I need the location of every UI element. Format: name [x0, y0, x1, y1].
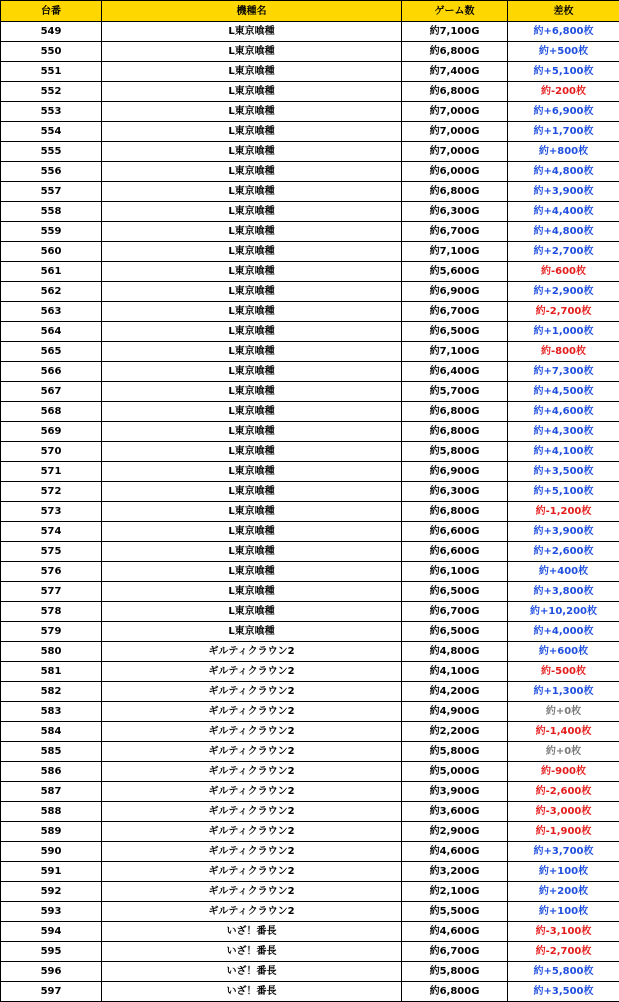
table-row: [1, 342, 619, 362]
header-model-name: 機種名: [102, 1, 402, 22]
model-name-cell: L東京喰種: [102, 322, 402, 342]
coin-difference-cell: 約-1,900枚: [508, 822, 619, 842]
table-row: [1, 222, 619, 242]
table-row: [1, 662, 619, 682]
coin-difference-cell: 約+4,800枚: [508, 162, 619, 182]
game-count-cell: 約6,900G: [402, 462, 508, 482]
coin-difference-cell: 約-1,200枚: [508, 502, 619, 522]
game-count-cell: 約6,500G: [402, 622, 508, 642]
game-count-cell: 約6,800G: [402, 422, 508, 442]
machine-number-cell: 570: [1, 442, 102, 462]
coin-difference-cell: 約+3,900枚: [508, 182, 619, 202]
coin-difference-cell: 約+3,700枚: [508, 842, 619, 862]
game-count-cell: 約6,900G: [402, 282, 508, 302]
game-count-cell: 約6,800G: [402, 42, 508, 62]
table-row: [1, 22, 619, 42]
table-row: [1, 622, 619, 642]
table-row: [1, 522, 619, 542]
machine-number-cell: 573: [1, 502, 102, 522]
game-count-cell: 約6,800G: [402, 182, 508, 202]
game-count-cell: 約7,100G: [402, 22, 508, 42]
machine-number-cell: 549: [1, 22, 102, 42]
table-row: [1, 702, 619, 722]
table-row: [1, 262, 619, 282]
table-row: [1, 442, 619, 462]
game-count-cell: 約2,900G: [402, 822, 508, 842]
table-row: [1, 182, 619, 202]
model-name-cell: いざ！番長: [102, 942, 402, 962]
model-name-cell: L東京喰種: [102, 622, 402, 642]
game-count-cell: 約5,000G: [402, 762, 508, 782]
model-name-cell: L東京喰種: [102, 482, 402, 502]
table-row: [1, 682, 619, 702]
table-row: [1, 982, 619, 1002]
machine-number-cell: 583: [1, 702, 102, 722]
model-name-cell: L東京喰種: [102, 42, 402, 62]
machine-number-cell: 560: [1, 242, 102, 262]
machine-number-cell: 563: [1, 302, 102, 322]
machine-number-cell: 585: [1, 742, 102, 762]
header-coin-difference: 差枚: [508, 1, 619, 22]
table-row: [1, 422, 619, 442]
table-row: [1, 302, 619, 322]
game-count-cell: 約2,200G: [402, 722, 508, 742]
table-row: [1, 922, 619, 942]
table-row: [1, 62, 619, 82]
model-name-cell: ギルティクラウン2: [102, 722, 402, 742]
model-name-cell: いざ！番長: [102, 962, 402, 982]
table-row: [1, 242, 619, 262]
model-name-cell: L東京喰種: [102, 162, 402, 182]
coin-difference-cell: 約+3,800枚: [508, 582, 619, 602]
model-name-cell: L東京喰種: [102, 22, 402, 42]
table-row: [1, 362, 619, 382]
coin-difference-cell: 約+3,900枚: [508, 522, 619, 542]
machine-number-cell: 557: [1, 182, 102, 202]
machine-number-cell: 568: [1, 402, 102, 422]
model-name-cell: ギルティクラウン2: [102, 842, 402, 862]
machine-number-cell: 559: [1, 222, 102, 242]
coin-difference-cell: 約+5,800枚: [508, 962, 619, 982]
machine-number-cell: 578: [1, 602, 102, 622]
model-name-cell: L東京喰種: [102, 222, 402, 242]
model-name-cell: L東京喰種: [102, 462, 402, 482]
coin-difference-cell: 約+4,300枚: [508, 422, 619, 442]
machine-number-cell: 579: [1, 622, 102, 642]
machine-number-cell: 584: [1, 722, 102, 742]
model-name-cell: いざ！番長: [102, 922, 402, 942]
machine-number-cell: 551: [1, 62, 102, 82]
coin-difference-cell: 約+1,300枚: [508, 682, 619, 702]
table-row: [1, 282, 619, 302]
table-row: [1, 162, 619, 182]
machine-number-cell: 554: [1, 122, 102, 142]
model-name-cell: L東京喰種: [102, 102, 402, 122]
model-name-cell: L東京喰種: [102, 182, 402, 202]
game-count-cell: 約3,900G: [402, 782, 508, 802]
machine-number-cell: 590: [1, 842, 102, 862]
machine-number-cell: 564: [1, 322, 102, 342]
model-name-cell: ギルティクラウン2: [102, 782, 402, 802]
machine-number-cell: 597: [1, 982, 102, 1002]
table-row: [1, 602, 619, 622]
model-name-cell: ギルティクラウン2: [102, 702, 402, 722]
game-count-cell: 約4,900G: [402, 702, 508, 722]
coin-difference-cell: 約-500枚: [508, 662, 619, 682]
model-name-cell: ギルティクラウン2: [102, 682, 402, 702]
coin-difference-cell: 約+6,900枚: [508, 102, 619, 122]
model-name-cell: いざ！番長: [102, 982, 402, 1002]
model-name-cell: L東京喰種: [102, 302, 402, 322]
game-count-cell: 約4,600G: [402, 922, 508, 942]
game-count-cell: 約6,700G: [402, 222, 508, 242]
game-count-cell: 約6,800G: [402, 502, 508, 522]
table-body: [1, 22, 619, 1002]
game-count-cell: 約6,500G: [402, 582, 508, 602]
game-count-cell: 約5,600G: [402, 262, 508, 282]
header-row: [1, 1, 619, 22]
game-count-cell: 約6,300G: [402, 202, 508, 222]
coin-difference-cell: 約+4,100枚: [508, 442, 619, 462]
table-row: [1, 542, 619, 562]
table-row: [1, 202, 619, 222]
coin-difference-cell: 約+400枚: [508, 562, 619, 582]
game-count-cell: 約6,000G: [402, 162, 508, 182]
coin-difference-cell: 約-200枚: [508, 82, 619, 102]
table-row: [1, 562, 619, 582]
machine-number-cell: 588: [1, 802, 102, 822]
game-count-cell: 約6,300G: [402, 482, 508, 502]
coin-difference-cell: 約+7,300枚: [508, 362, 619, 382]
machine-number-cell: 561: [1, 262, 102, 282]
table-row: [1, 82, 619, 102]
machine-number-cell: 592: [1, 882, 102, 902]
table-row: [1, 382, 619, 402]
model-name-cell: ギルティクラウン2: [102, 642, 402, 662]
machine-number-cell: 550: [1, 42, 102, 62]
machine-number-cell: 591: [1, 862, 102, 882]
game-count-cell: 約3,200G: [402, 862, 508, 882]
coin-difference-cell: 約+6,800枚: [508, 22, 619, 42]
game-count-cell: 約6,100G: [402, 562, 508, 582]
coin-difference-cell: 約+4,000枚: [508, 622, 619, 642]
table-row: [1, 882, 619, 902]
coin-difference-cell: 約-2,700枚: [508, 302, 619, 322]
coin-difference-cell: 約+2,900枚: [508, 282, 619, 302]
coin-difference-cell: 約+100枚: [508, 862, 619, 882]
model-name-cell: ギルティクラウン2: [102, 862, 402, 882]
coin-difference-cell: 約-1,400枚: [508, 722, 619, 742]
coin-difference-cell: 約-2,600枚: [508, 782, 619, 802]
game-count-cell: 約4,100G: [402, 662, 508, 682]
coin-difference-cell: 約+200枚: [508, 882, 619, 902]
game-count-cell: 約6,800G: [402, 402, 508, 422]
machine-number-cell: 575: [1, 542, 102, 562]
table-row: [1, 862, 619, 882]
model-name-cell: L東京喰種: [102, 242, 402, 262]
coin-difference-cell: 約+10,200枚: [508, 602, 619, 622]
table-row: [1, 762, 619, 782]
coin-difference-cell: 約+3,500枚: [508, 462, 619, 482]
machine-number-cell: 562: [1, 282, 102, 302]
game-count-cell: 約6,700G: [402, 602, 508, 622]
machine-number-cell: 580: [1, 642, 102, 662]
model-name-cell: ギルティクラウン2: [102, 822, 402, 842]
coin-difference-cell: 約+2,600枚: [508, 542, 619, 562]
table-row: [1, 942, 619, 962]
game-count-cell: 約5,700G: [402, 382, 508, 402]
coin-difference-cell: 約+100枚: [508, 902, 619, 922]
table-row: [1, 322, 619, 342]
model-name-cell: L東京喰種: [102, 62, 402, 82]
table-row: [1, 822, 619, 842]
model-name-cell: L東京喰種: [102, 502, 402, 522]
model-name-cell: ギルティクラウン2: [102, 902, 402, 922]
machine-number-cell: 553: [1, 102, 102, 122]
model-name-cell: L東京喰種: [102, 262, 402, 282]
machine-number-cell: 577: [1, 582, 102, 602]
coin-difference-cell: 約+5,100枚: [508, 482, 619, 502]
machine-number-cell: 581: [1, 662, 102, 682]
model-name-cell: L東京喰種: [102, 382, 402, 402]
machine-number-cell: 582: [1, 682, 102, 702]
game-count-cell: 約5,800G: [402, 962, 508, 982]
model-name-cell: L東京喰種: [102, 122, 402, 142]
game-count-cell: 約7,000G: [402, 142, 508, 162]
table-row: [1, 482, 619, 502]
table-row: [1, 462, 619, 482]
machine-number-cell: 556: [1, 162, 102, 182]
model-name-cell: ギルティクラウン2: [102, 762, 402, 782]
game-count-cell: 約2,100G: [402, 882, 508, 902]
table-row: [1, 962, 619, 982]
model-name-cell: ギルティクラウン2: [102, 662, 402, 682]
model-name-cell: L東京喰種: [102, 142, 402, 162]
game-count-cell: 約6,600G: [402, 542, 508, 562]
coin-difference-cell: 約-3,000枚: [508, 802, 619, 822]
game-count-cell: 約7,000G: [402, 122, 508, 142]
model-name-cell: L東京喰種: [102, 542, 402, 562]
table-row: [1, 582, 619, 602]
game-count-cell: 約5,500G: [402, 902, 508, 922]
model-name-cell: L東京喰種: [102, 562, 402, 582]
coin-difference-cell: 約+4,800枚: [508, 222, 619, 242]
machine-number-cell: 576: [1, 562, 102, 582]
machine-number-cell: 574: [1, 522, 102, 542]
table-row: [1, 642, 619, 662]
coin-difference-cell: 約+3,500枚: [508, 982, 619, 1002]
table-row: [1, 142, 619, 162]
machine-number-cell: 596: [1, 962, 102, 982]
model-name-cell: L東京喰種: [102, 522, 402, 542]
model-name-cell: L東京喰種: [102, 282, 402, 302]
machine-number-cell: 558: [1, 202, 102, 222]
table-row: [1, 122, 619, 142]
coin-difference-cell: 約-600枚: [508, 262, 619, 282]
machine-number-cell: 565: [1, 342, 102, 362]
coin-difference-cell: 約+4,500枚: [508, 382, 619, 402]
table-row: [1, 402, 619, 422]
table-row: [1, 842, 619, 862]
model-name-cell: L東京喰種: [102, 82, 402, 102]
game-count-cell: 約3,600G: [402, 802, 508, 822]
coin-difference-cell: 約+4,400枚: [508, 202, 619, 222]
game-count-cell: 約6,600G: [402, 522, 508, 542]
model-name-cell: ギルティクラウン2: [102, 882, 402, 902]
model-name-cell: L東京喰種: [102, 422, 402, 442]
model-name-cell: ギルティクラウン2: [102, 802, 402, 822]
table-row: [1, 722, 619, 742]
table-row: [1, 102, 619, 122]
coin-difference-cell: 約+1,700枚: [508, 122, 619, 142]
model-name-cell: ギルティクラウン2: [102, 742, 402, 762]
machine-number-cell: 555: [1, 142, 102, 162]
machine-number-cell: 566: [1, 362, 102, 382]
game-count-cell: 約4,200G: [402, 682, 508, 702]
machine-number-cell: 567: [1, 382, 102, 402]
game-count-cell: 約6,800G: [402, 82, 508, 102]
header-machine-number: 台番: [1, 1, 102, 22]
game-count-cell: 約5,800G: [402, 442, 508, 462]
machine-number-cell: 593: [1, 902, 102, 922]
machine-number-cell: 587: [1, 782, 102, 802]
game-count-cell: 約4,800G: [402, 642, 508, 662]
game-count-cell: 約6,700G: [402, 302, 508, 322]
model-name-cell: L東京喰種: [102, 442, 402, 462]
coin-difference-cell: 約-900枚: [508, 762, 619, 782]
coin-difference-cell: 約+1,000枚: [508, 322, 619, 342]
table-row: [1, 902, 619, 922]
coin-difference-cell: 約+2,700枚: [508, 242, 619, 262]
coin-difference-cell: 約+0枚: [508, 702, 619, 722]
coin-difference-cell: 約+500枚: [508, 42, 619, 62]
model-name-cell: L東京喰種: [102, 342, 402, 362]
coin-difference-cell: 約+800枚: [508, 142, 619, 162]
game-count-cell: 約4,600G: [402, 842, 508, 862]
game-count-cell: 約7,000G: [402, 102, 508, 122]
coin-difference-cell: 約-3,100枚: [508, 922, 619, 942]
game-count-cell: 約7,400G: [402, 62, 508, 82]
machine-number-cell: 589: [1, 822, 102, 842]
machine-number-cell: 572: [1, 482, 102, 502]
coin-difference-cell: 約+600枚: [508, 642, 619, 662]
machine-number-cell: 571: [1, 462, 102, 482]
machine-number-cell: 595: [1, 942, 102, 962]
coin-difference-cell: 約+0枚: [508, 742, 619, 762]
header-game-count: ゲーム数: [402, 1, 508, 22]
game-count-cell: 約6,800G: [402, 982, 508, 1002]
machine-number-cell: 569: [1, 422, 102, 442]
coin-difference-cell: 約-2,700枚: [508, 942, 619, 962]
coin-difference-cell: 約-800枚: [508, 342, 619, 362]
game-count-cell: 約6,500G: [402, 322, 508, 342]
table-row: [1, 802, 619, 822]
table-row: [1, 502, 619, 522]
coin-difference-cell: 約+4,600枚: [508, 402, 619, 422]
table-row: [1, 42, 619, 62]
game-count-cell: 約7,100G: [402, 342, 508, 362]
game-count-cell: 約6,700G: [402, 942, 508, 962]
machine-number-cell: 552: [1, 82, 102, 102]
table-row: [1, 782, 619, 802]
game-count-cell: 約5,800G: [402, 742, 508, 762]
table-row: [1, 742, 619, 762]
model-name-cell: L東京喰種: [102, 202, 402, 222]
table-header: [1, 1, 619, 22]
model-name-cell: L東京喰種: [102, 582, 402, 602]
machine-number-cell: 594: [1, 922, 102, 942]
model-name-cell: L東京喰種: [102, 362, 402, 382]
machine-number-cell: 586: [1, 762, 102, 782]
game-count-cell: 約6,400G: [402, 362, 508, 382]
coin-difference-cell: 約+5,100枚: [508, 62, 619, 82]
model-name-cell: L東京喰種: [102, 602, 402, 622]
model-name-cell: L東京喰種: [102, 402, 402, 422]
game-count-cell: 約7,100G: [402, 242, 508, 262]
